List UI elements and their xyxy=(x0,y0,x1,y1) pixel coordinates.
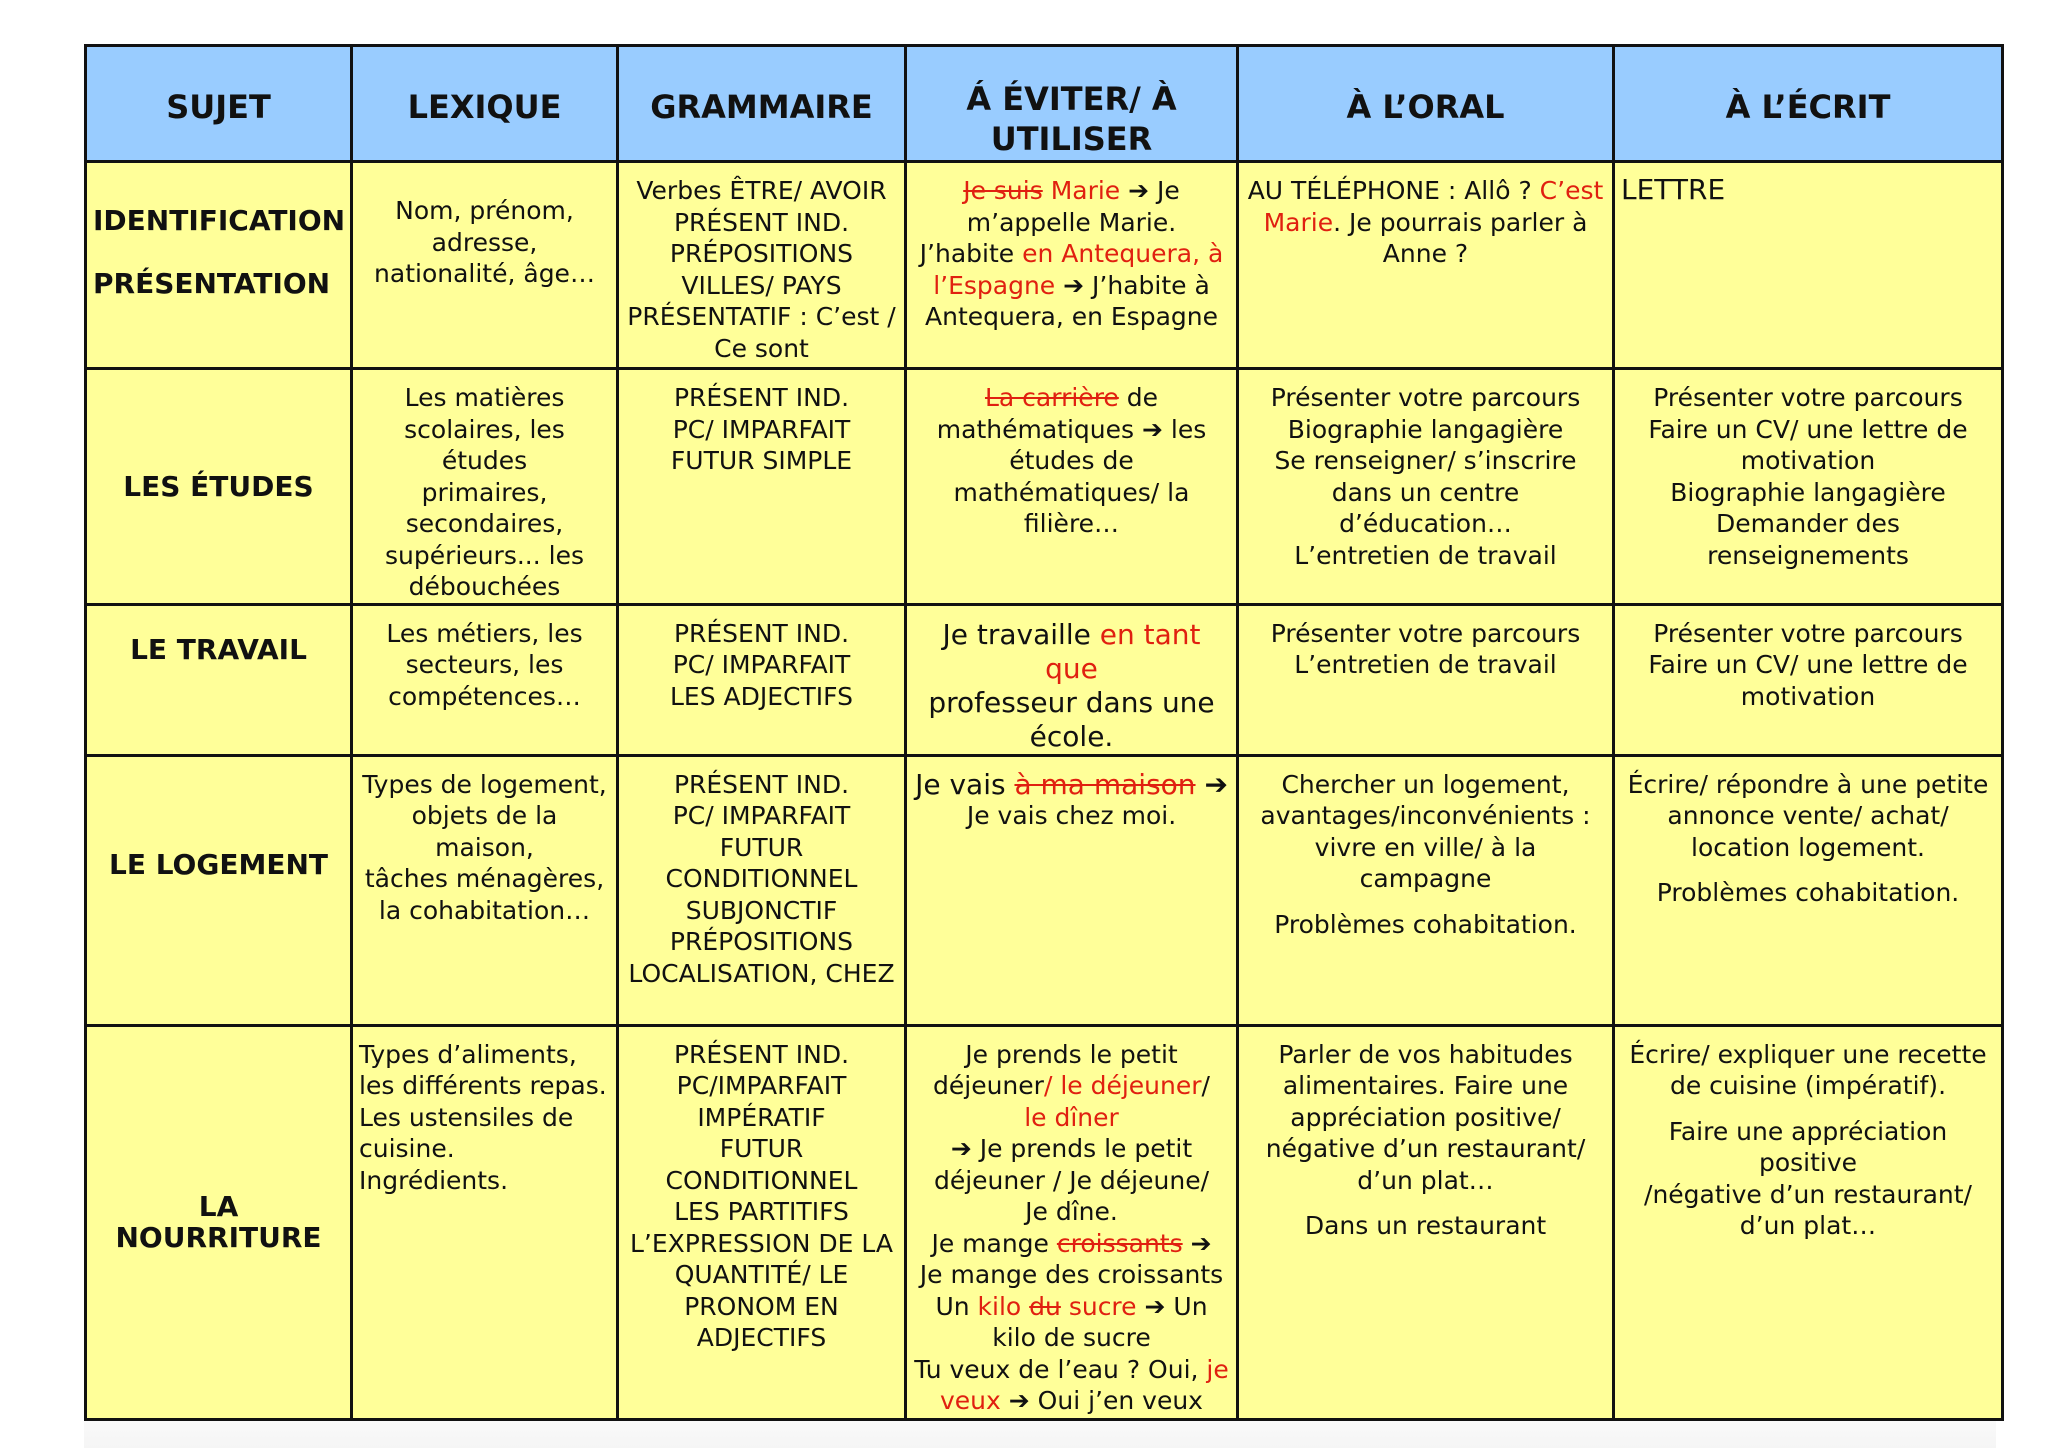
lexique-line: Les ustensiles de xyxy=(359,1102,574,1132)
text: J’habite xyxy=(919,239,1023,268)
wrong-form: croissants xyxy=(1056,1228,1183,1258)
text: Un xyxy=(935,1291,978,1321)
ecrit-line: Faire une appréciation positive xyxy=(1668,1116,1948,1177)
lexique-line: les différents repas. xyxy=(359,1071,607,1100)
text: de xyxy=(1118,383,1159,412)
table-row xyxy=(86,369,2003,605)
highlight: en tant que xyxy=(1045,617,1201,685)
lexique-cell xyxy=(352,1025,618,1419)
header-utiliser-line: UTILISER xyxy=(990,119,1153,158)
oral-line: Biographie langagière xyxy=(1287,414,1564,444)
lexique-line: secondaires, xyxy=(405,509,564,538)
lexique-line: supérieurs... les xyxy=(384,540,584,570)
eviter-line: études de xyxy=(1009,446,1134,475)
wrong-form: Je suis xyxy=(963,176,1043,205)
arrow-right-icon: ➔ xyxy=(1204,767,1228,801)
oral-cell xyxy=(1238,369,1614,605)
highlight: Marie xyxy=(1263,207,1334,237)
oral-line xyxy=(1245,207,1606,239)
grammaire-line: PRÉSENT IND. xyxy=(673,1039,850,1069)
eviter-line: Je mange des croissants xyxy=(919,1260,1224,1289)
eviter-line xyxy=(913,1385,1230,1417)
text: déjeuner xyxy=(933,1071,1044,1100)
text: Je mange xyxy=(931,1228,1057,1258)
grammaire-line: FUTUR xyxy=(719,832,804,862)
grammaire-line: LES PARTITIFS xyxy=(674,1197,849,1226)
ecrit-cell xyxy=(1614,369,2003,605)
oral-line: Présenter votre parcours xyxy=(1270,618,1581,648)
arrow-right-icon: ➔ xyxy=(1190,1228,1212,1258)
eviter-line xyxy=(913,270,1230,302)
curriculum-table xyxy=(84,44,2004,1421)
table-row xyxy=(86,1025,2003,1419)
eviter-line: Je vais chez moi. xyxy=(966,801,1177,830)
ecrit-cell xyxy=(1614,604,2003,755)
grammaire-line: PRÉSENT IND. xyxy=(673,618,850,648)
ecrit-line: annonce vente/ achat/ xyxy=(1667,801,1949,830)
grammaire-line: LOCALISATION, CHEZ xyxy=(628,958,895,988)
grammaire-cell xyxy=(618,604,906,755)
subject-cell xyxy=(86,162,352,369)
oral-cell xyxy=(1238,162,1614,369)
lexique-line: secteurs, les xyxy=(405,650,564,679)
ecrit-line: motivation xyxy=(1740,446,1876,475)
table-row xyxy=(86,755,2003,1025)
grammaire-line: PRONOM EN xyxy=(684,1291,839,1321)
highlight: je xyxy=(1206,1354,1229,1384)
highlight: veux xyxy=(940,1386,1001,1415)
oral-line: négative d’un restaurant/ xyxy=(1265,1134,1586,1163)
oral-line: Présenter votre parcours xyxy=(1270,383,1581,412)
grammaire-line: VILLES/ PAYS xyxy=(681,270,842,300)
oral-line: Dans un restaurant xyxy=(1304,1211,1547,1240)
text: Tu veux de l’eau ? Oui, xyxy=(914,1354,1207,1384)
highlight: l’Espagne xyxy=(933,270,1056,300)
ecrit-line: Faire un CV/ une lettre de xyxy=(1648,414,1968,444)
eviter-line xyxy=(913,769,1230,801)
lexique-line: Les métiers, les xyxy=(386,618,583,648)
text: AU TÉLÉPHONE : Allô ? xyxy=(1247,176,1540,205)
subject-presentation: PRÉSENTATION xyxy=(93,267,331,300)
eviter-line xyxy=(913,1291,1230,1323)
grammaire-line: PC/ IMPARFAIT xyxy=(672,650,851,679)
eviter-line: Je prends le petit xyxy=(965,1039,1178,1069)
text: . Je pourrais parler à xyxy=(1333,207,1588,237)
grammaire-line: PC/ IMPARFAIT xyxy=(672,801,851,830)
lexique-line: Types de logement, xyxy=(362,769,607,799)
highlight: / le déjeuner xyxy=(1043,1071,1202,1100)
arrow-right-icon: ➔ xyxy=(950,1134,972,1163)
grammaire-line: IMPÉRATIF xyxy=(697,1102,826,1132)
table-row xyxy=(86,162,2003,369)
oral-line: L’entretien de travail xyxy=(1294,650,1557,679)
eviter-line xyxy=(913,175,1230,207)
grammaire-line: SUBJONCTIF xyxy=(685,895,838,925)
lexique-line: la cohabitation… xyxy=(378,895,591,925)
eviter-line xyxy=(913,1354,1230,1386)
eviter-line xyxy=(913,414,1230,446)
lexique-cell xyxy=(352,755,618,1025)
oral-line: appréciation positive/ xyxy=(1290,1102,1561,1132)
eviter-cell xyxy=(906,604,1238,755)
ecrit-line: /négative d’un restaurant/ xyxy=(1644,1179,1972,1209)
grammaire-line: Verbes ÊTRE/ AVOIR xyxy=(636,176,887,205)
lexique-line: scolaires, les études xyxy=(404,414,565,475)
text: Un xyxy=(1165,1291,1208,1321)
grammaire-line: PRÉSENT IND. xyxy=(673,383,850,412)
oral-line: avantages/inconvénients : xyxy=(1260,801,1591,830)
lexique-cell xyxy=(352,162,618,369)
oral-line: L’entretien de travail xyxy=(1294,540,1557,570)
grammaire-cell xyxy=(618,1025,906,1419)
ecrit-line: location logement. xyxy=(1691,832,1925,862)
ecrit-line: d’un plat… xyxy=(1739,1211,1877,1240)
header-oral: À L’ORAL xyxy=(1238,46,1614,162)
lexique-line: débouchées xyxy=(408,572,561,601)
grammaire-line: CONDITIONNEL xyxy=(665,864,858,893)
header-eviter-utiliser xyxy=(906,46,1238,162)
oral-line: Problèmes cohabitation. xyxy=(1274,909,1577,939)
ecrit-cell: LETTRE xyxy=(1614,162,2003,369)
text: J’habite à xyxy=(1084,270,1210,300)
subject-nourriture: LA NOURRITURE xyxy=(86,1025,352,1419)
ecrit-line: de cuisine (impératif). xyxy=(1669,1071,1947,1100)
text: Je travaille xyxy=(942,617,1100,651)
oral-line: Se renseigner/ s’inscrire xyxy=(1274,446,1577,475)
eviter-line xyxy=(913,1070,1230,1102)
eviter-cell xyxy=(906,1025,1238,1419)
highlight: Marie xyxy=(1042,176,1129,205)
ecrit-line: Présenter votre parcours xyxy=(1653,383,1963,412)
lexique-line: objets de la maison, xyxy=(411,801,558,862)
oral-line xyxy=(1245,175,1606,207)
text: Oui j’en veux xyxy=(1029,1386,1203,1415)
lexique-line: Les matières xyxy=(404,383,565,412)
oral-line: vivre en ville/ à la campagne xyxy=(1314,832,1537,893)
subject-travail: LE TRAVAIL xyxy=(86,604,352,755)
arrow-right-icon: ➔ xyxy=(1063,270,1085,300)
oral-line: dans un centre d’éducation… xyxy=(1331,477,1520,538)
arrow-right-icon: ➔ xyxy=(1128,176,1150,205)
ecrit-line: motivation xyxy=(1740,681,1876,711)
lexique-line: adresse, xyxy=(431,227,538,257)
oral-line: alimentaires. Faire une xyxy=(1282,1071,1569,1100)
grammaire-line: Ce sont xyxy=(714,333,809,363)
ecrit-line: Écrire/ expliquer une recette xyxy=(1629,1039,1987,1069)
arrow-right-icon: ➔ xyxy=(1144,1291,1166,1321)
lexique-line: compétences… xyxy=(388,681,581,711)
oral-line: Chercher un logement, xyxy=(1281,769,1570,799)
header-ecrit: À L’ÉCRIT xyxy=(1614,46,2003,162)
eviter-cell xyxy=(906,369,1238,605)
eviter-line: professeur dans une xyxy=(928,685,1215,719)
text: les xyxy=(1162,414,1207,444)
lexique-line: tâches ménagères, xyxy=(364,864,605,893)
oral-cell xyxy=(1238,755,1614,1025)
ecrit-line: Demander des renseignements xyxy=(1707,509,1909,570)
grammaire-line: L’EXPRESSION DE LA xyxy=(629,1228,894,1258)
wrong-form: La carrière xyxy=(984,383,1119,412)
eviter-line xyxy=(913,1228,1230,1260)
header-eviter-line: Á ÉVITER/ À xyxy=(966,79,1177,118)
eviter-line: mathématiques/ la xyxy=(953,477,1190,507)
text: Je xyxy=(1149,176,1180,205)
eviter-line: m’appelle Marie. xyxy=(966,207,1177,237)
eviter-line: Je dîne. xyxy=(1025,1197,1118,1226)
header-grammaire: GRAMMAIRE xyxy=(618,46,906,162)
grammaire-line: QUANTITÉ/ LE xyxy=(674,1260,849,1289)
arrow-right-icon: ➔ xyxy=(1141,414,1163,444)
eviter-line: école. xyxy=(1029,719,1114,753)
subject-etudes: LES ÉTUDES xyxy=(86,369,352,605)
header-sujet: SUJET xyxy=(86,46,352,162)
grammaire-line: PRÉSENT IND. xyxy=(673,769,850,799)
grammaire-line: PC/IMPARFAIT xyxy=(676,1071,847,1100)
highlight: C’est xyxy=(1539,176,1604,205)
ecrit-line: Écrire/ répondre à une petite xyxy=(1627,769,1989,799)
eviter-line: le dîner xyxy=(1024,1102,1119,1132)
grammaire-line: PC/ IMPARFAIT xyxy=(672,414,851,444)
text: mathématiques xyxy=(936,414,1142,444)
lexique-line: primaires, xyxy=(421,477,548,507)
ecrit-cell xyxy=(1614,755,2003,1025)
grammaire-line: CONDITIONNEL xyxy=(665,1165,858,1195)
grammaire-line: ADJECTIFS xyxy=(696,1323,827,1352)
ecrit-line: Présenter votre parcours xyxy=(1653,618,1963,648)
eviter-line: kilo de sucre xyxy=(992,1323,1151,1352)
arrow-right-icon: ➔ xyxy=(1008,1386,1030,1415)
wrong-form: à ma maison xyxy=(1014,767,1196,801)
eviter-cell xyxy=(906,755,1238,1025)
oral-line: d’un plat… xyxy=(1357,1165,1494,1195)
table-row xyxy=(86,604,2003,755)
ecrit-cell xyxy=(1614,1025,2003,1419)
oral-line: Parler de vos habitudes xyxy=(1278,1039,1573,1069)
grammaire-line: PRÉPOSITIONS xyxy=(669,239,854,268)
grammaire-line: PRÉSENTATIF : C’est / xyxy=(627,302,896,331)
subject-identification: IDENTIFICATION xyxy=(93,204,346,237)
header-lexique: LEXIQUE xyxy=(352,46,618,162)
lexique-line: nationalité, âge… xyxy=(374,259,595,288)
grammaire-line: LES ADJECTIFS xyxy=(670,681,853,711)
wrong-form: du xyxy=(1029,1291,1061,1321)
eviter-line xyxy=(913,618,1230,686)
ecrit-line: Problèmes cohabitation. xyxy=(1656,878,1960,907)
highlight: en Antequera, à xyxy=(1022,239,1224,268)
lexique-cell xyxy=(352,369,618,605)
ecrit-line: Faire un CV/ une lettre de xyxy=(1648,650,1968,679)
subject-logement: LE LOGEMENT xyxy=(86,755,352,1025)
header-row xyxy=(86,46,2003,162)
oral-line: Anne ? xyxy=(1382,239,1469,268)
grammaire-cell xyxy=(618,369,906,605)
eviter-line: déjeuner / Je déjeune/ xyxy=(933,1165,1209,1195)
eviter-line: Antequera, en Espagne xyxy=(925,302,1218,331)
lexique-line: Types d’aliments, xyxy=(359,1039,577,1069)
lexique-line: cuisine. Ingrédients. xyxy=(359,1134,509,1195)
grammaire-line: PRÉPOSITIONS xyxy=(669,927,854,956)
grammaire-cell xyxy=(618,162,906,369)
text: Je prends le petit xyxy=(971,1134,1193,1163)
grammaire-line: PRÉSENT IND. xyxy=(673,207,850,237)
grammaire-cell xyxy=(618,755,906,1025)
text: Je vais xyxy=(915,767,1015,801)
eviter-line xyxy=(913,238,1230,270)
text: / xyxy=(1201,1071,1210,1100)
lexique-line: Nom, prénom, xyxy=(395,196,574,225)
eviter-line: filière… xyxy=(1023,509,1120,538)
oral-cell xyxy=(1238,1025,1614,1419)
grammaire-line: FUTUR SIMPLE xyxy=(670,446,853,475)
eviter-cell xyxy=(906,162,1238,369)
highlight: sucre xyxy=(1060,1291,1145,1321)
highlight: kilo xyxy=(977,1291,1030,1321)
ecrit-line: Biographie langagière xyxy=(1670,477,1946,507)
eviter-line xyxy=(913,382,1230,414)
eviter-line xyxy=(913,1133,1230,1165)
oral-cell xyxy=(1238,604,1614,755)
grammaire-line: FUTUR xyxy=(719,1134,804,1163)
lexique-cell xyxy=(352,604,618,755)
